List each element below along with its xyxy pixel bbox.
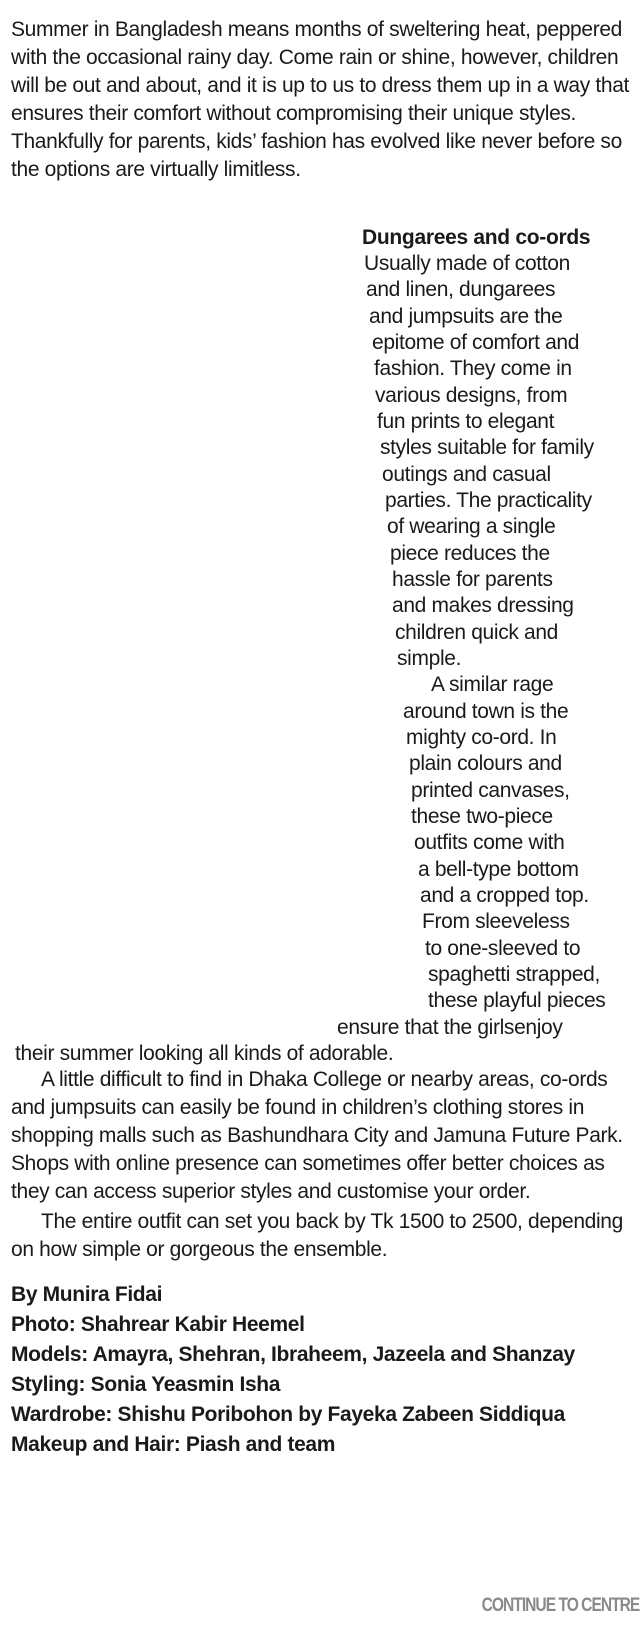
wrap-line: Usually made of cotton xyxy=(364,252,570,275)
wrap-line: mighty co-ord. In xyxy=(406,726,557,749)
wrap-line: parties. The practicality xyxy=(385,489,592,512)
wrap-line: printed canvases, xyxy=(411,779,570,802)
credits-block xyxy=(11,1280,636,1460)
body-paragraph-cost: The entire outfit can set you back by Tk 1500 to 2500, depending on how simple or gorgeous the ensemble. xyxy=(11,1210,623,1261)
wrap-line: these two-piece xyxy=(411,805,553,828)
wrap-line: around town is the xyxy=(403,700,569,723)
wrap-line: From sleeveless xyxy=(422,910,570,933)
wrap-line: ensure that the girlsenjoy xyxy=(337,1016,563,1039)
wrap-line: and makes dressing xyxy=(392,594,574,617)
wrap-line: fun prints to elegant xyxy=(377,410,555,433)
body-paragraph-stores: A little difficult to find in Dhaka College or nearby areas, co-ords and jumpsuits can easily be found in children’s clothing stores in shopping malls such as Bashundhara City and Jamuna Future Park. Shops with online presence can sometimes offer better choices as they can access superior styles and customise your order. xyxy=(11,1068,623,1203)
credit-byline: By Munira Fidai xyxy=(11,1283,163,1306)
wrap-line: various designs, from xyxy=(375,384,568,407)
credit-photo: Photo: Shahrear Kabir Heemel xyxy=(11,1313,305,1336)
wrap-line: spaghetti strapped, xyxy=(428,963,600,986)
credit-styling: Styling: Sonia Yeasmin Isha xyxy=(11,1373,281,1396)
credit-makeup: Makeup and Hair: Piash and team xyxy=(11,1433,336,1456)
wrap-line: to one-sleeved to xyxy=(425,937,581,960)
wrap-line: of wearing a single xyxy=(387,515,556,538)
wrap-line: A similar rage xyxy=(431,673,554,696)
credit-models: Models: Amayra, Shehran, Ibraheem, Jazeela and Shanzay xyxy=(11,1343,575,1366)
wrap-line: epitome of comfort and xyxy=(372,331,580,354)
wrap-line: and jumpsuits are the xyxy=(369,305,563,328)
wrap-line: outings and casual xyxy=(382,463,551,486)
continue-to-centre-label: CONTINUE TO CENTRE xyxy=(481,1595,639,1616)
wrap-line: fashion. They come in xyxy=(374,357,572,380)
wrap-line: a bell-type bottom xyxy=(418,858,579,881)
intro-paragraph: Summer in Bangladesh means months of sweltering heat, peppered with the occasional rainy day. Come rain or shine, however, children will be out and about, and it is up to us to dress them up in a way that ensures their comfort without compromising their unique styles. Thankfully for parents, kids’ fashion has evolved like never before so the options are virtually limitless. xyxy=(11,18,630,181)
wrap-line: and a cropped top. xyxy=(420,884,589,907)
wrap-line: piece reduces the xyxy=(390,542,550,565)
wrap-line: their summer looking all kinds of adorable. xyxy=(15,1042,394,1065)
wrap-line: and linen, dungarees xyxy=(366,278,556,301)
wrap-line: outfits come with xyxy=(414,831,565,854)
wrap-line: plain colours and xyxy=(409,752,562,775)
credit-wardrobe: Wardrobe: Shishu Poribohon by Fayeka Zabeen Siddiqua xyxy=(11,1403,565,1426)
wrap-line: simple. xyxy=(397,647,462,670)
wrap-line: hassle for parents xyxy=(392,568,553,591)
wrap-line: children quick and xyxy=(395,621,558,644)
wrap-line: styles suitable for family xyxy=(380,436,594,459)
wrap-line: these playful pieces xyxy=(428,989,606,1012)
section-heading: Dungarees and co-ords xyxy=(362,226,591,249)
